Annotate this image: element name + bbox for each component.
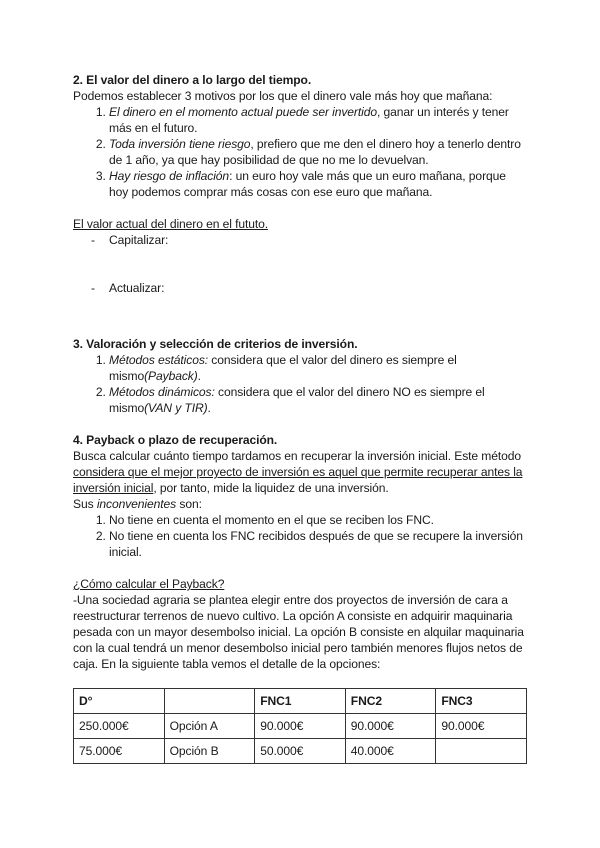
section2-title: 2. El valor del dinero a lo largo del tiempo.: [73, 73, 312, 87]
section2-intro: Podemos establecer 3 motivos por los que el dinero vale más hoy que mañana:: [73, 89, 493, 103]
document-content: [73, 72, 528, 764]
list-item: 2. No tiene en cuenta los FNC recibidos después de que se recupere la inversión inicial.: [109, 528, 528, 560]
list-item: [109, 352, 528, 384]
valor-actual-list-2: [73, 280, 528, 296]
payback-title: ¿Cómo calcular el Payback?: [73, 577, 225, 591]
table-row: [74, 714, 527, 739]
list-item-emphasis: Hay riesgo de inflación: [109, 169, 230, 183]
list-item-emphasis: Toda inversión tiene riesgo: [109, 137, 251, 151]
list-item-actualizar: - Actualizar:: [73, 280, 528, 296]
list-item: [109, 168, 528, 200]
table-cell: 40.000€: [345, 739, 436, 764]
table-header-cell: FNC2: [345, 689, 436, 714]
section4-text: Busca calcular cuánto tiempo tardamos en recuperar la inversión inicial. Este método: [73, 449, 522, 463]
list-item-capitalizar: - Capitalizar:: [73, 232, 528, 248]
list-item: 1. No tiene en cuenta el momento en el que se reciben los FNC.: [109, 512, 528, 528]
list-item-emphasis: El dinero en el momento actual puede ser invertido: [109, 105, 377, 119]
valor-actual-title: El valor actual del dinero en el fututo.: [73, 217, 268, 231]
table-cell: 75.000€: [74, 739, 165, 764]
list-item-text: , ganar un interés y tener más en el futuro.: [109, 105, 509, 135]
table-cell: Opción A: [164, 714, 255, 739]
table-header-cell: [164, 689, 255, 714]
list-item-emphasis: Métodos estáticos:: [109, 353, 209, 367]
list-item-text: considera que el valor del dinero es siempre el mismo: [109, 353, 457, 383]
inconvenientes-start: Sus: [73, 497, 97, 511]
table-cell: 90.000€: [255, 714, 346, 739]
table-cell: [436, 739, 527, 764]
valor-actual-list: [73, 232, 528, 248]
list-item-text: : un euro hoy vale más que un euro mañana, porque hoy podemos comprar más cosas con ese euro que mañana.: [109, 169, 506, 199]
table-header-cell: FNC1: [255, 689, 346, 714]
list-item-tail: .: [207, 401, 211, 415]
section3-list: [73, 352, 528, 416]
table-cell: Opción B: [164, 739, 255, 764]
inconvenientes-emphasis: inconvenientes: [96, 497, 177, 511]
payback-text: -Una sociedad agraria se plantea elegir entre dos proyectos de inversión de cara a reestructurar terrenos de nuevo cultivo. La opción A consiste en adquirir maquinaria pesada con un mayor desembolso inicial. La opción B consiste en alquilar maquinaria con la cual tendrá un menor desembolso inicial pero también menores flujos netos de caja. En la siguiente tabla vemos el detalle de la opciones:: [73, 593, 524, 671]
list-item-emphasis-2: (Payback): [144, 369, 198, 383]
list-item-emphasis-2: (VAN y TIR): [144, 401, 208, 415]
section3-title: 3. Valoración y selección de criterios de inversión.: [73, 337, 358, 351]
section4-list: [73, 512, 528, 560]
table-cell: 90.000€: [345, 714, 436, 739]
list-item: [109, 384, 528, 416]
table-cell: 90.000€: [436, 714, 527, 739]
table-cell: 50.000€: [255, 739, 346, 764]
section4-underlined-text: considera que el mejor proyecto de inversión es aquel que permite recuperar antes la inversión inicial: [73, 465, 523, 495]
section4-paragraph: [73, 448, 528, 496]
list-item-text: , prefiero que me den el dinero hoy a tenerlo dentro de 1 año, ya que hay posibilidad de que no me lo devuelvan.: [109, 137, 521, 167]
list-item-text: considera que el valor del dinero NO es siempre el mismo: [109, 385, 485, 415]
section2-list: [73, 104, 528, 200]
list-item: [109, 136, 528, 168]
inconvenientes-end: son:: [176, 497, 202, 511]
table-row: [74, 739, 527, 764]
fnc-table: [73, 688, 527, 764]
table-header-cell: D°: [74, 689, 165, 714]
table-header-cell: FNC3: [436, 689, 527, 714]
table-header-row: [74, 689, 527, 714]
list-item-emphasis: Métodos dinámicos:: [109, 385, 215, 399]
section4-inconvenientes: [73, 496, 528, 512]
section4-text-end: , por tanto, mide la liquidez de una inversión.: [153, 481, 389, 495]
section4-title: 4. Payback o plazo de recuperación.: [73, 433, 278, 447]
list-item-tail: .: [197, 369, 201, 383]
list-item: [109, 104, 528, 136]
table-cell: 250.000€: [74, 714, 165, 739]
